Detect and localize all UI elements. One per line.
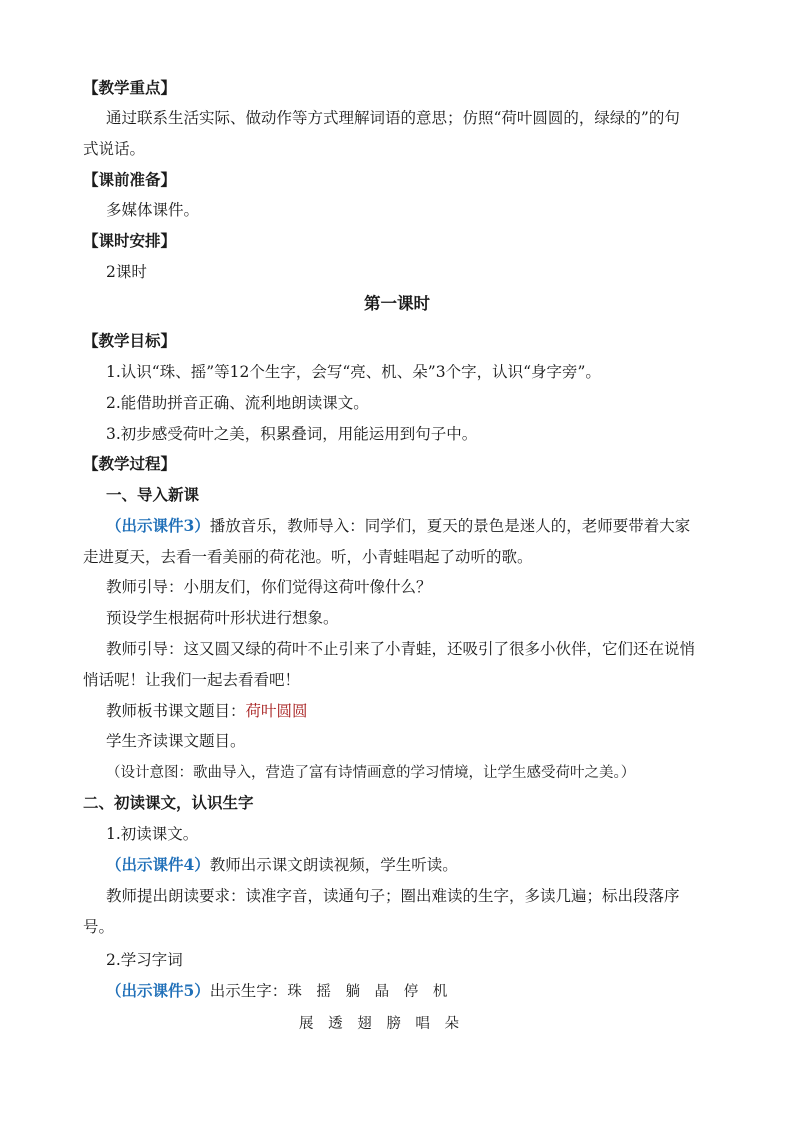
courseware-tag-5: （出示课件5） xyxy=(106,981,210,1000)
prep-heading: 【课前准备】 xyxy=(83,170,177,189)
reading-requirements-line-2: 号。 xyxy=(83,918,115,936)
teacher-guide-2-line-1: 教师引导：这又圆又绿的荷叶不止引来了小青蛙，还吸引了很多小伙伴，它们还在说悄 xyxy=(106,640,696,658)
key-points-line-2: 式说话。 xyxy=(83,140,146,158)
schedule-heading: 【课时安排】 xyxy=(83,231,177,250)
step-1-video-text: 教师出示课文朗读视频，学生听读。 xyxy=(209,856,458,874)
prep-text: 多媒体课件。 xyxy=(106,201,200,219)
board-title-label: 教师板书课文题目： xyxy=(106,702,246,720)
show-chars-label: 出示生字： xyxy=(209,982,288,1000)
reading-requirements-line-1: 教师提出朗读要求：读准字音，读通句子；圈出难读的生字，多读几遍；标出段落序 xyxy=(106,887,680,905)
part2-heading: 二、初读课文，认识生字 xyxy=(83,793,254,812)
lesson-title-red: 荷叶圆圆 xyxy=(245,702,308,720)
goal-item-1: 1.认识“珠、摇”等12个生字，会写“亮、机、朵”3个字，认识“身字旁”。 xyxy=(106,363,601,381)
process-heading: 【教学过程】 xyxy=(83,454,177,473)
intro-paragraph-line-1 xyxy=(106,515,690,537)
goal-item-2: 2.能借助拼音正确、流利地朗读课文。 xyxy=(106,394,369,412)
schedule-text: 2课时 xyxy=(106,263,147,281)
teacher-guide-2-line-2: 悄话呢！让我们一起去看看吧！ xyxy=(83,671,301,689)
characters-row-2: 展 透 翅 膀 唱 朵 xyxy=(299,1016,465,1032)
characters-row-1: 珠 摇 躺 晶 停 机 xyxy=(287,984,453,1000)
part1-heading: 一、导入新课 xyxy=(106,485,200,504)
intro-paragraph-line-2: 走进夏天，去看一看美丽的荷花池。听，小青蛙唱起了动听的歌。 xyxy=(83,548,533,566)
step-1: 1.初读课文。 xyxy=(106,825,199,843)
key-points-line-1: 通过联系生活实际、做动作等方式理解词语的意思；仿照“荷叶圆圆的，绿绿的”的句 xyxy=(106,109,680,127)
teacher-guide-1: 教师引导：小朋友们，你们觉得这荷叶像什么？ xyxy=(106,578,432,596)
design-note: （设计意图：歌曲导入，营造了富有诗情画意的学习情境，让学生感受荷叶之美。） xyxy=(106,765,636,781)
goal-item-3: 3.初步感受荷叶之美，积累叠词，用能运用到句子中。 xyxy=(106,425,478,443)
read-title: 学生齐读课文题目。 xyxy=(106,732,246,750)
student-imagine: 预设学生根据荷叶形状进行想象。 xyxy=(106,609,339,627)
lesson-title: 第一课时 xyxy=(364,294,430,313)
goals-heading: 【教学目标】 xyxy=(83,331,177,350)
step-2: 2.学习字词 xyxy=(106,951,183,969)
board-title-line xyxy=(106,700,308,722)
intro-text-a: 播放音乐，教师导入：同学们，夏天的景色是迷人的，老师要带着大家 xyxy=(209,517,691,535)
courseware-tag-3: （出示课件3） xyxy=(106,516,210,535)
step-2-chars-line xyxy=(106,980,452,1003)
courseware-tag-4: （出示课件4） xyxy=(106,855,210,874)
key-points-heading: 【教学重点】 xyxy=(83,78,177,97)
step-1-video-line xyxy=(106,854,458,876)
